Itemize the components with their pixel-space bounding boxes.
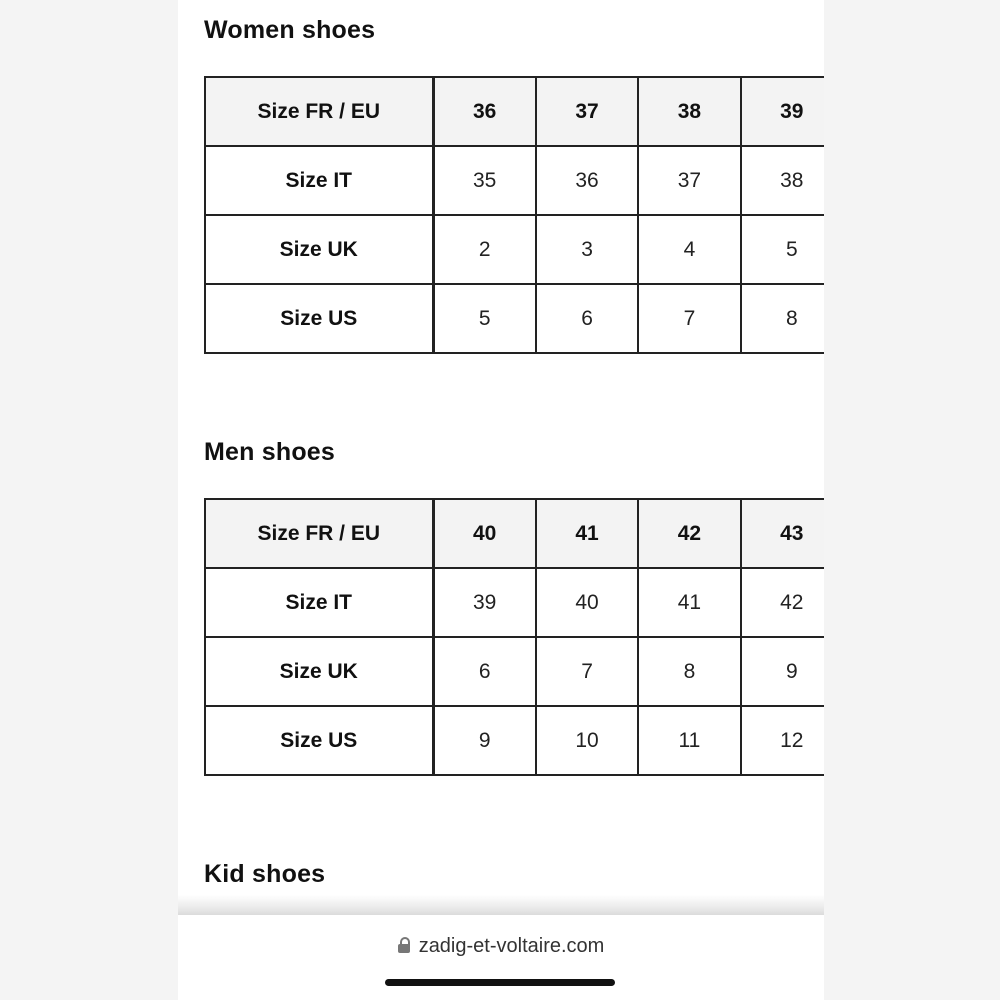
- men-size-table: [204, 498, 824, 776]
- women-size-table: [204, 76, 824, 354]
- size-cell: 8: [638, 637, 740, 706]
- size-cell: 4: [638, 215, 740, 284]
- size-cell: 7: [536, 637, 638, 706]
- size-cell: 43: [741, 499, 824, 568]
- browser-url-bar[interactable]: [178, 917, 824, 1000]
- size-cell: 10: [536, 706, 638, 775]
- home-indicator[interactable]: [385, 979, 615, 986]
- lock-icon: [398, 937, 410, 953]
- table-row: [205, 637, 824, 706]
- size-cell: 37: [536, 77, 638, 146]
- size-cell: 36: [433, 77, 536, 146]
- size-cell: 40: [433, 499, 536, 568]
- row-label: Size FR / EU: [205, 499, 433, 568]
- size-cell: 41: [638, 568, 740, 637]
- size-cell: 5: [741, 215, 824, 284]
- row-label: Size UK: [205, 215, 433, 284]
- kid-shoes-title: Kid shoes: [204, 860, 326, 888]
- row-label: Size US: [205, 284, 433, 353]
- size-cell: 38: [741, 146, 824, 215]
- page-content[interactable]: [178, 0, 824, 915]
- size-cell: 9: [741, 637, 824, 706]
- row-label: Size FR / EU: [205, 77, 433, 146]
- size-cell: 37: [638, 146, 740, 215]
- row-label: Size IT: [205, 568, 433, 637]
- size-cell: 36: [536, 146, 638, 215]
- size-cell: 12: [741, 706, 824, 775]
- table-row: [205, 146, 824, 215]
- women-shoes-title: Women shoes: [204, 16, 376, 44]
- row-label: Size US: [205, 706, 433, 775]
- table-row: [205, 706, 824, 775]
- row-label: Size IT: [205, 146, 433, 215]
- size-cell: 7: [638, 284, 740, 353]
- size-cell: 6: [536, 284, 638, 353]
- size-cell: 39: [433, 568, 536, 637]
- size-cell: 6: [433, 637, 536, 706]
- size-cell: 35: [433, 146, 536, 215]
- size-cell: 11: [638, 706, 740, 775]
- row-label: Size UK: [205, 637, 433, 706]
- address-display[interactable]: [178, 935, 824, 958]
- size-cell: 40: [536, 568, 638, 637]
- table-row: [205, 499, 824, 568]
- table-row: [205, 215, 824, 284]
- size-cell: 42: [741, 568, 824, 637]
- men-shoes-title: Men shoes: [204, 438, 335, 466]
- size-cell: 2: [433, 215, 536, 284]
- size-cell: 8: [741, 284, 824, 353]
- size-cell: 3: [536, 215, 638, 284]
- size-cell: 41: [536, 499, 638, 568]
- size-cell: 42: [638, 499, 740, 568]
- size-cell: 38: [638, 77, 740, 146]
- phone-screen: [178, 0, 824, 1000]
- table-row: [205, 568, 824, 637]
- url-text: zadig-et-voltaire.com: [418, 935, 605, 957]
- table-row: [205, 77, 824, 146]
- table-row: [205, 284, 824, 353]
- toolbar-shadow: [178, 895, 824, 915]
- size-cell: 39: [741, 77, 824, 146]
- size-cell: 5: [433, 284, 536, 353]
- size-cell: 9: [433, 706, 536, 775]
